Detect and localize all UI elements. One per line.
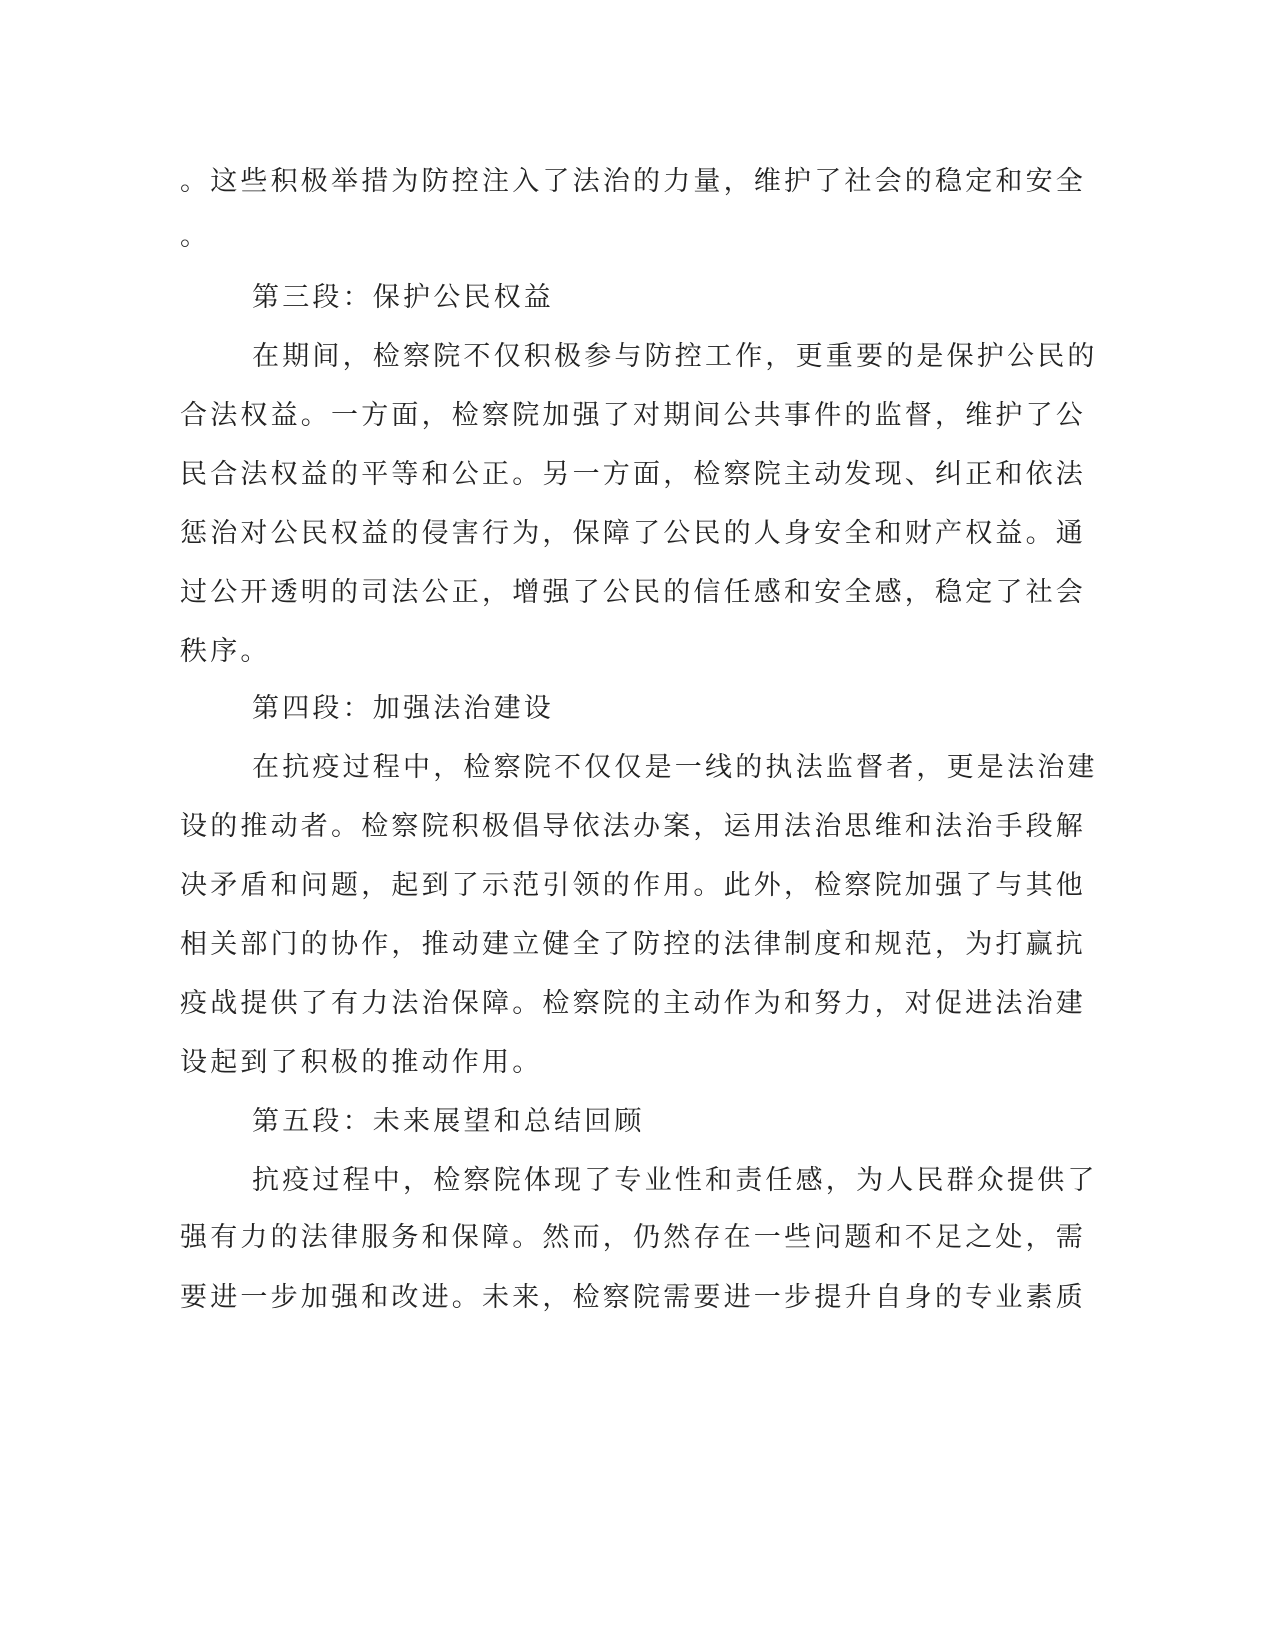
- text-line: 抗疫过程中，检察院体现了专业性和责任感，为人民群众提供了: [252, 1165, 1098, 1196]
- text-line: 设起到了积极的推动作用。: [180, 1047, 543, 1078]
- text-line: 。这些积极举措为防控注入了法治的力量，维护了社会的稳定和安全: [180, 166, 1086, 197]
- text-line: 在抗疫过程中，检察院不仅仅是一线的执法监督者，更是法治建: [252, 752, 1098, 783]
- text-line: 相关部门的协作，推动建立健全了防控的法律制度和规范，为打赢抗: [180, 929, 1086, 960]
- text-line: 疫战提供了有力法治保障。检察院的主动作为和努力，对促进法治建: [180, 988, 1086, 1019]
- text-line: 过公开透明的司法公正，增强了公民的信任感和安全感，稳定了社会: [180, 577, 1086, 608]
- text-line: 强有力的法律服务和保障。然而，仍然存在一些问题和不足之处，需: [180, 1222, 1086, 1253]
- section-heading: 第五段：未来展望和总结回顾: [252, 1106, 645, 1137]
- text-line: 决矛盾和问题，起到了示范引领的作用。此外，检察院加强了与其他: [180, 870, 1086, 901]
- text-line: 民合法权益的平等和公正。另一方面，检察院主动发现、纠正和依法: [180, 459, 1086, 490]
- text-line: 惩治对公民权益的侵害行为，保障了公民的人身安全和财产权益。通: [180, 518, 1086, 549]
- text-line: 设的推动者。检察院积极倡导依法办案，运用法治思维和法治手段解: [180, 811, 1086, 842]
- text-line: 。: [180, 221, 211, 252]
- section-heading: 第四段：加强法治建设: [252, 693, 554, 724]
- text-line: 要进一步加强和改进。未来，检察院需要进一步提升自身的专业素质: [180, 1282, 1086, 1313]
- text-line: 秩序。: [180, 636, 271, 667]
- text-line: 在期间，检察院不仅积极参与防控工作，更重要的是保护公民的: [252, 341, 1098, 372]
- section-heading: 第三段：保护公民权益: [252, 282, 554, 313]
- text-line: 合法权益。一方面，检察院加强了对期间公共事件的监督，维护了公: [180, 400, 1086, 431]
